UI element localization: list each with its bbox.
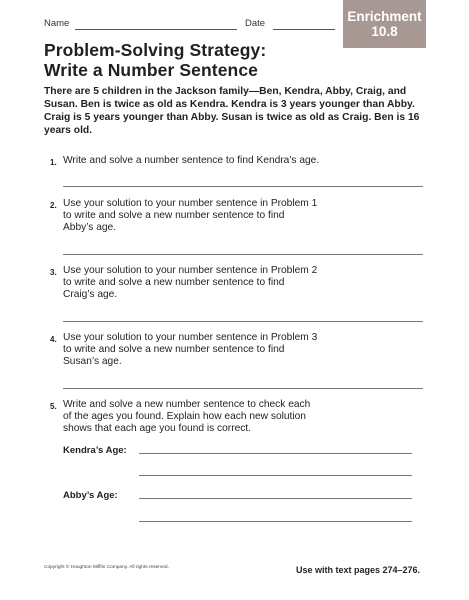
problem-5-line-1: Write and solve a new number sentence to check each xyxy=(63,399,311,410)
page-title xyxy=(44,40,266,80)
problem-4-text xyxy=(63,332,363,369)
problem-3-line-1: Use your solution to your number sentence in Problem 2 xyxy=(63,265,318,276)
problem-4-line-2: to write and solve a new number sentence to find xyxy=(63,344,285,356)
abby-age-line-2[interactable] xyxy=(139,521,412,522)
date-field[interactable] xyxy=(273,29,335,30)
problem-2-line-1: Use your solution to your number sentence in Problem 1 xyxy=(63,198,318,209)
problem-2-line-3: Abby’s age. xyxy=(63,222,117,234)
abby-age-label: Abby’s Age: xyxy=(63,490,118,501)
problem-3-answer-line[interactable] xyxy=(63,321,423,322)
problem-2-text xyxy=(63,198,363,235)
problem-5-number: 5. xyxy=(50,402,57,411)
date-label: Date xyxy=(245,18,266,29)
badge-number: 10.8 xyxy=(371,24,398,39)
text-pages-note: Use with text pages 274–276. xyxy=(296,565,421,575)
abby-age-line-1[interactable] xyxy=(139,498,412,499)
kendra-age-line-2[interactable] xyxy=(139,475,412,476)
problem-2-number: 2. xyxy=(50,201,57,210)
problem-3-line-3: Craig’s age. xyxy=(63,289,118,301)
problem-1-number: 1. xyxy=(50,158,57,167)
problem-5-line-2: of the ages you found. Explain how each new solution xyxy=(63,411,306,423)
problem-1-text xyxy=(63,155,393,167)
problem-2-answer-line[interactable] xyxy=(63,254,423,255)
enrichment-badge xyxy=(343,0,426,48)
problem-1-line-1: Write and solve a number sentence to find Kendra’s age. xyxy=(63,155,320,166)
copyright-text: Copyright © Houghton Mifflin Company. All rights reserved. xyxy=(44,565,169,570)
badge-title: Enrichment xyxy=(347,9,422,24)
intro-paragraph: There are 5 children in the Jackson family—Ben, Kendra, Abby, Craig, and Susan. Ben is twice as old as Kendra. Kendra is 3 years younger than Abby. Craig is 5 years younger than Abby. Susan is twice as old as Craig. Ben is 16 years old. xyxy=(44,86,420,136)
problem-4-line-3: Susan’s age. xyxy=(63,356,122,368)
kendra-age-label: Kendra’s Age: xyxy=(63,445,127,456)
problem-4-number: 4. xyxy=(50,335,57,344)
kendra-age-line-1[interactable] xyxy=(139,453,412,454)
name-label: Name xyxy=(44,18,70,29)
name-field[interactable] xyxy=(75,29,237,30)
problem-5-line-3: shows that each age you found is correct. xyxy=(63,423,252,435)
problem-3-text xyxy=(63,265,363,302)
problem-3-number: 3. xyxy=(50,268,57,277)
problem-3-line-2: to write and solve a new number sentence to find xyxy=(63,277,285,289)
problem-2-line-2: to write and solve a new number sentence to find xyxy=(63,210,285,222)
title-line-1: Problem-Solving Strategy: xyxy=(44,40,267,60)
problem-4-line-1: Use your solution to your number sentence in Problem 3 xyxy=(63,332,318,343)
problem-4-answer-line[interactable] xyxy=(63,388,423,389)
title-line-2: Write a Number Sentence xyxy=(44,60,258,80)
problem-1-answer-line[interactable] xyxy=(63,186,423,187)
problem-5-text xyxy=(63,399,363,436)
